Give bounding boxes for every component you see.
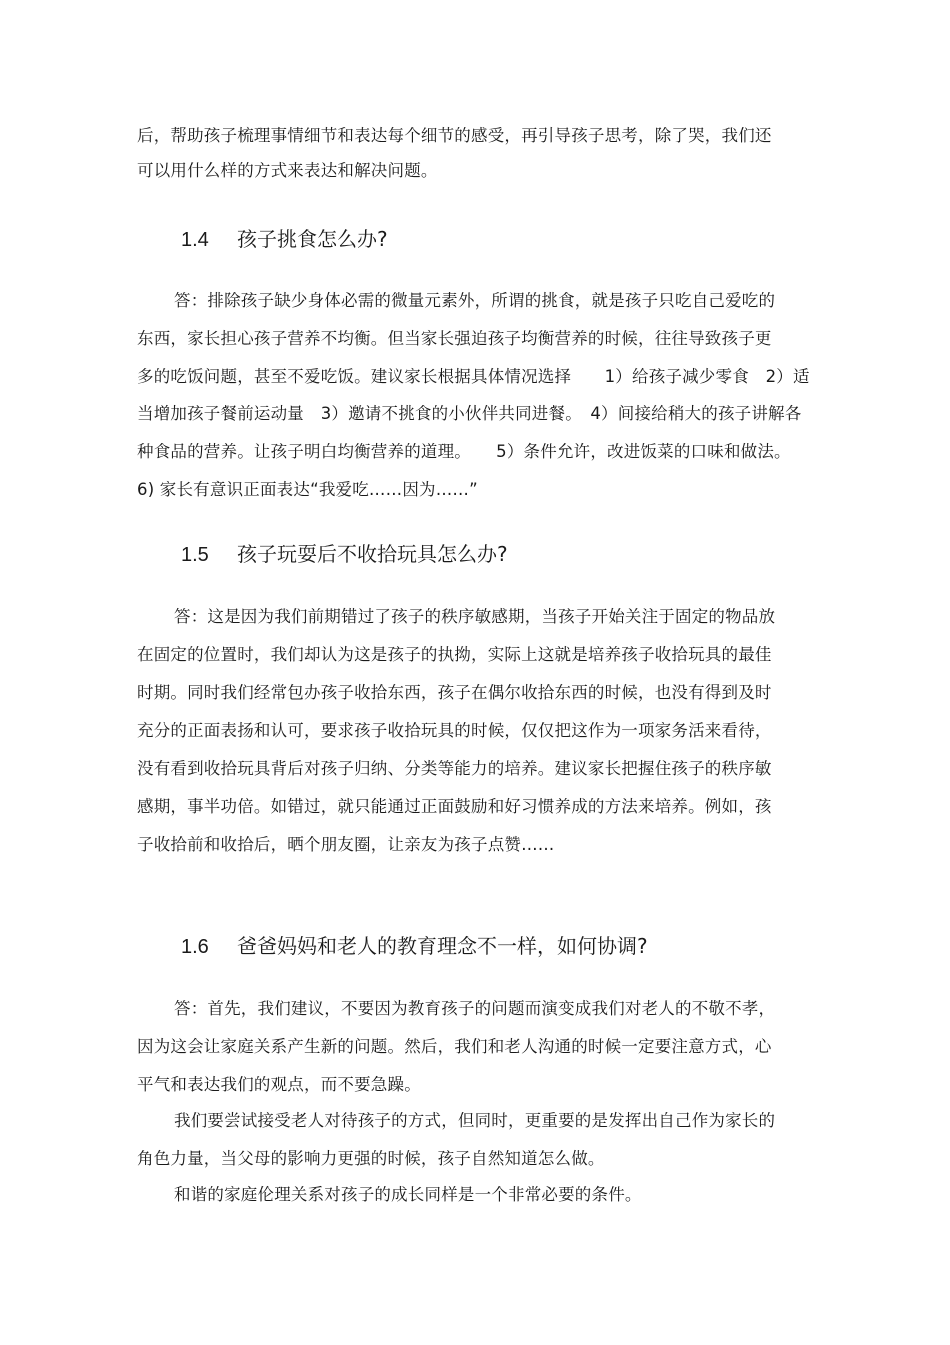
text-line: 可以用什么样的方式来表达和解决问题。	[137, 161, 438, 180]
text-line: 时期。同时我们经常包办孩子收拾东西，孩子在偶尔收拾东西的时候，也没有得到及时	[137, 683, 772, 702]
text-line: 角色力量，当父母的影响力更强的时候，孩子自然知道怎么做。	[137, 1149, 605, 1168]
text-line: 当增加孩子餐前运动量 3）邀请不挑食的小伙伴共同进餐。 4）间接给稍大的孩子讲解各	[137, 404, 802, 423]
text-line: 答：首先，我们建议，不要因为教育孩子的问题而演变成我们对老人的不敬不孝，	[174, 999, 776, 1018]
text-line: 6) 家长有意识正面表达“我爱吃……因为……”	[137, 480, 478, 499]
text-line: 子收拾前和收拾后，晒个朋友圈，让亲友为孩子点赞……	[137, 835, 555, 854]
section-title: 孩子玩耍后不收拾玩具怎么办?	[237, 542, 508, 566]
text-line: 种食品的营养。让孩子明白均衡营养的道理。 5）条件允许，改进饭菜的口味和做法。	[137, 442, 791, 461]
text-line: 多的吃饭问题，甚至不爱吃饭。建议家长根据具体情况选择 1）给孩子减少零食 2）适	[137, 367, 810, 386]
text-line: 后，帮助孩子梳理事情细节和表达每个细节的感受，再引导孩子思考，除了哭，我们还	[137, 126, 772, 145]
section-number: 1.6	[181, 936, 209, 958]
section-number: 1.5	[181, 544, 209, 566]
section-title: 孩子挑食怎么办?	[237, 227, 388, 251]
text-line: 感期，事半功倍。如错过，就只能通过正面鼓励和好习惯养成的方法来培养。例如，孩	[137, 797, 772, 816]
text-line: 东西，家长担心孩子营养不均衡。但当家长强迫孩子均衡营养的时候，往往导致孩子更	[137, 329, 772, 348]
section-heading	[181, 541, 508, 568]
text-line: 没有看到收拾玩具背后对孩子归纳、分类等能力的培养。建议家长把握住孩子的秩序敏	[137, 759, 772, 778]
text-line: 在固定的位置时，我们却认为这是孩子的执拗，实际上这就是培养孩子收拾玩具的最佳	[137, 645, 772, 664]
section-title: 爸爸妈妈和老人的教育理念不一样，如何协调?	[237, 934, 648, 958]
text-line: 答：排除孩子缺少身体必需的微量元素外，所谓的挑食，就是孩子只吃自己爱吃的	[174, 291, 776, 310]
text-line: 因为这会让家庭关系产生新的问题。然后，我们和老人沟通的时候一定要注意方式，心	[137, 1037, 772, 1056]
text-line: 充分的正面表扬和认可，要求孩子收拾玩具的时候，仅仅把这作为一项家务活来看待，	[137, 721, 772, 740]
text-line: 平气和表达我们的观点，而不要急躁。	[137, 1075, 421, 1094]
text-line: 答：这是因为我们前期错过了孩子的秩序敏感期，当孩子开始关注于固定的物品放	[174, 607, 776, 626]
text-line: 我们要尝试接受老人对待孩子的方式，但同时，更重要的是发挥出自己作为家长的	[174, 1111, 776, 1130]
section-heading	[181, 226, 388, 253]
section-number: 1.4	[181, 229, 209, 251]
text-line: 和谐的家庭伦理关系对孩子的成长同样是一个非常必要的条件。	[174, 1185, 642, 1204]
section-heading	[181, 933, 648, 960]
